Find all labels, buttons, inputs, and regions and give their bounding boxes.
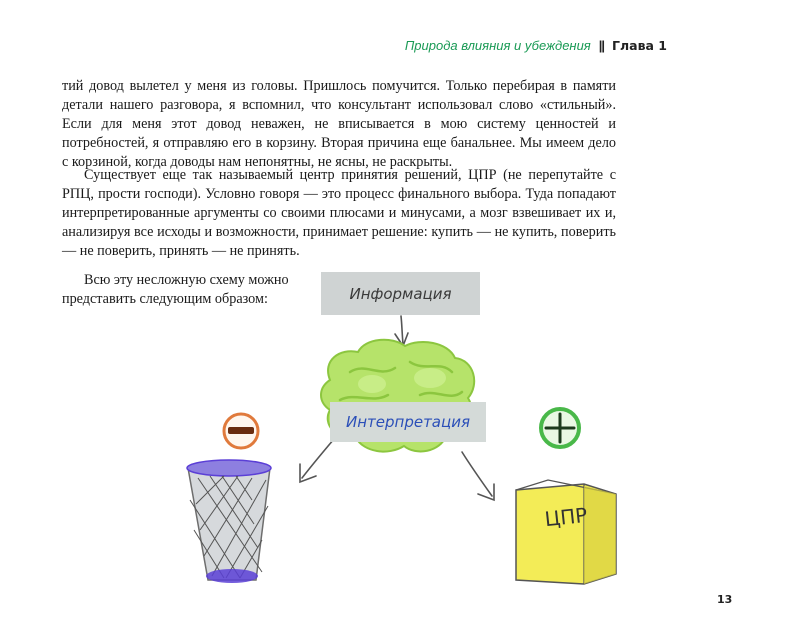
book-title: Природа влияния и убеждения bbox=[404, 38, 591, 53]
decision-box-icon bbox=[516, 480, 616, 584]
cpr-box-label: ЦПР bbox=[543, 502, 589, 532]
page-number: 13 bbox=[717, 593, 733, 606]
chapter-label: Глава 1 bbox=[612, 38, 667, 53]
paragraph-2: Существует еще так называемый центр принятия решений, ЦПР (не перепутайте с РПЦ, прости господи). Условно говоря — это процесс финального выбора. Туда попадают интерпретированные аргументы со своими плюсами и минусами, а мозг взвешивает их и, анализируя все исходы и возможности, принимает решение: купить — не купить, поверить — не поверить, принять — не принять. bbox=[62, 167, 616, 259]
interpretation-label: Интерпретация bbox=[330, 402, 486, 442]
arrow-to-box bbox=[462, 452, 494, 500]
plus-icon bbox=[541, 409, 579, 447]
paragraph-1: тий довод вылетел у меня из головы. Пришлось помучится. Только перебирая в памяти детали нашего разговора, я вспомнил, что консультант использовал слово «стильный». Если для меня этот довод неважен, не вписывается в мою систему ценностей и потребностей, я отправляю его в корзину. Вторая причина еще банальнее. Мы имеем дело с корзиной, когда доводы нам непонятны, не ясны, не раскрыты. bbox=[62, 78, 616, 170]
header-separator: || bbox=[598, 38, 605, 53]
minus-icon bbox=[224, 414, 258, 448]
paragraph-3: Всю эту несложную схему можно представить следующим образом: bbox=[62, 272, 289, 307]
information-label: Информация bbox=[321, 272, 480, 315]
wastebasket-icon bbox=[187, 460, 271, 583]
